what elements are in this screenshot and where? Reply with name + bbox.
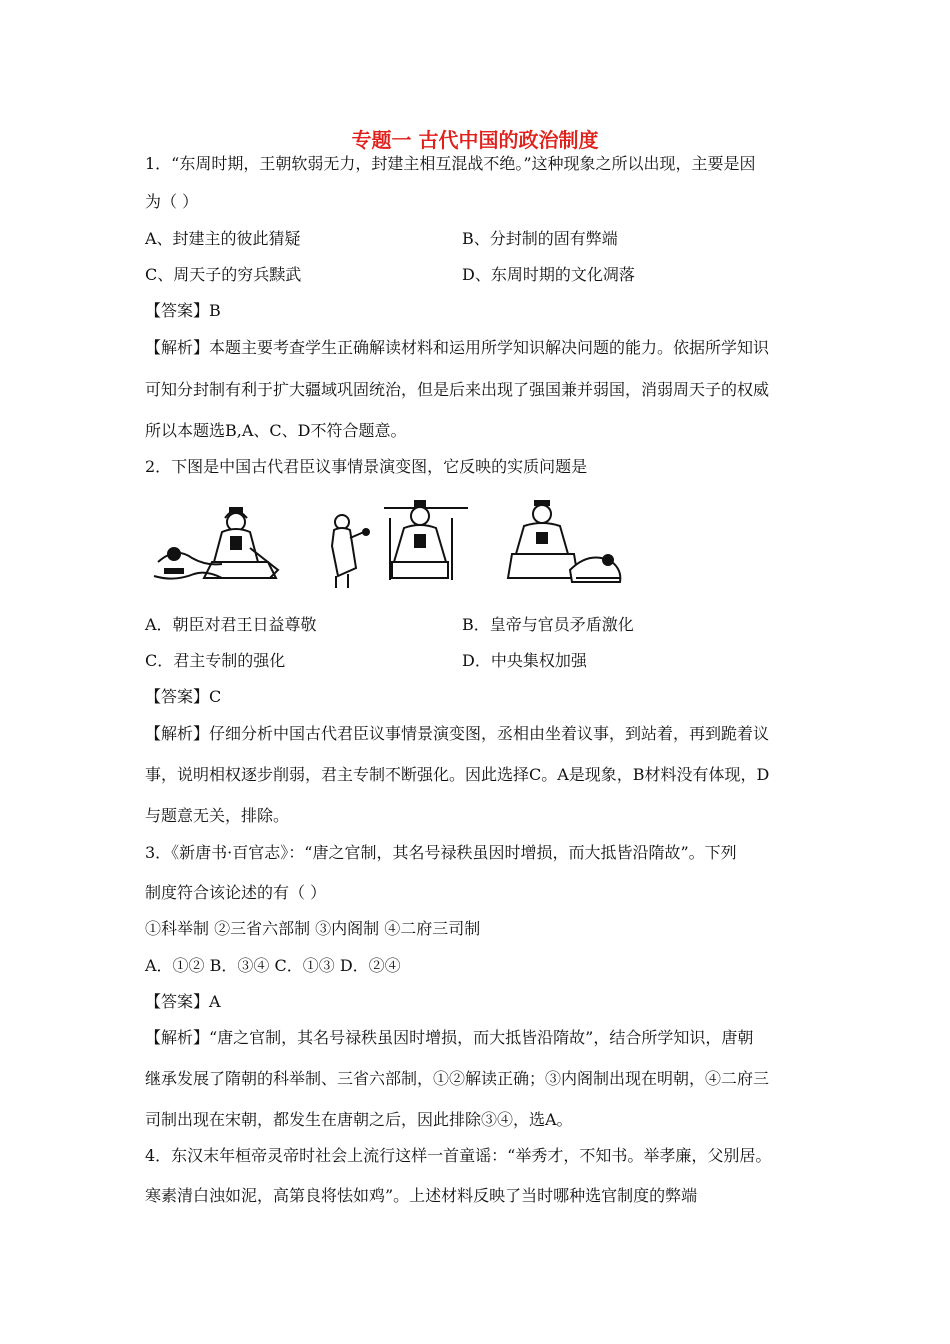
court-evolution-figure [150,498,630,598]
q1-analysis-line2: 可知分封制有利于扩大疆域巩固统治，但是后来出现了强国兼并弱国，消弱周天子的权威 [145,380,770,399]
q4-stem-line2: 寒素清白浊如泥，高第良将怯如鸡”。上述材料反映了当时哪种选官制度的弊端 [145,1186,698,1205]
q3-analysis-line2: 继承发展了隋朝的科举制、三省六部制，①②解读正确；③内阁制出现在明朝，④二府三 [145,1069,770,1088]
q3-options: A．①② B．③④ C．①③ D．②④ [145,956,401,975]
q2-analysis-line3: 与题意无关，排除。 [145,806,290,825]
document-title: 专题一 古代中国的政治制度 [351,128,599,152]
q1-option-d: D、东周时期的文化凋落 [462,265,635,284]
q2-option-b: B．皇帝与官员矛盾激化 [462,615,634,634]
q2-answer: 【答案】C [145,687,222,706]
q1-analysis-line1: 【解析】本题主要考查学生正确解读材料和运用所学知识解决问题的能力。依据所学知识 [145,338,770,357]
q4-stem-line1: 4．东汉末年桓帝灵帝时社会上流行这样一首童谣：“举秀才，不知书。举孝廉，父别居。 [145,1146,772,1165]
q1-option-a: A、封建主的彼此猜疑 [145,229,301,248]
q2-option-a: A．朝臣对君王日益尊敬 [145,615,317,634]
q2-analysis-line1: 【解析】仔细分析中国古代君臣议事情景演变图，丞相由坐着议事，到站着，再到跪着议 [145,724,770,743]
q3-answer: 【答案】A [145,992,221,1011]
q2-analysis-line2: 事，说明相权逐步削弱，君主专制不断强化。因此选择C。A是现象，B材料没有体现，D [145,765,770,784]
q1-analysis-line3: 所以本题选B,A、C、D不符合题意。 [145,421,407,440]
q2-option-c: C．君主专制的强化 [145,651,286,670]
q1-answer: 【答案】B [145,301,221,320]
q2-option-d: D．中央集权加强 [462,651,587,670]
q1-stem-line1: 1．“东周时期，王朝软弱无力，封建主相互混战不绝。”这种现象之所以出现，主要是因 [145,154,756,173]
q1-option-c: C、周天子的穷兵黩武 [145,265,302,284]
q3-stem-line1: 3．《新唐书·百官志》：“唐之官制，其名号禄秩虽因时增损，而大抵皆沿隋故”。下列 [145,843,737,862]
q3-items: ①科举制 ②三省六部制 ③内阁制 ④二府三司制 [145,919,481,938]
scene-standing-minister-image [320,498,470,594]
q3-stem-line2: 制度符合该论述的有（ ） [145,883,327,902]
q3-analysis-line3: 司制出现在宋朝，都发生在唐朝之后，因此排除③④，选A。 [145,1110,573,1129]
q1-option-b: B、分封制的固有弊端 [462,229,618,248]
q2-stem: 2．下图是中国古代君臣议事情景演变图，它反映的实质问题是 [145,457,588,476]
q3-analysis-line1: 【解析】“唐之官制，其名号禄秩虽因时增损，而大抵皆沿隋故”，结合所学知识，唐朝 [145,1028,754,1047]
scene-seated-minister-image [150,498,295,594]
q1-stem-line2: 为（ ） [145,192,199,211]
scene-kneeling-minister-image [490,498,630,594]
